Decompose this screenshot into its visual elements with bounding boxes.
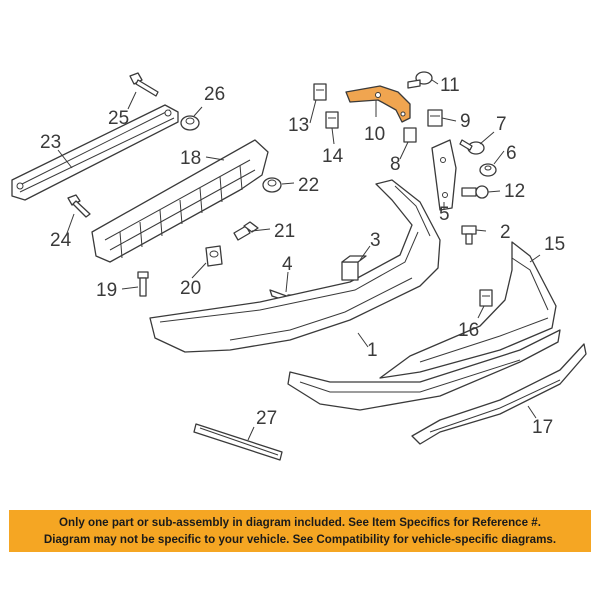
callout-2: 2	[500, 222, 511, 243]
bracket-part-10-highlighted	[346, 86, 410, 122]
clip-part-6	[480, 164, 496, 176]
clip-part-14	[326, 112, 338, 128]
callout-17: 17	[532, 417, 554, 438]
clip-part-16	[480, 290, 492, 306]
callout-26: 26	[204, 84, 226, 105]
callout-14: 14	[322, 146, 344, 167]
nut-part-26	[181, 116, 199, 130]
callout-4: 4	[282, 254, 293, 275]
callout-24: 24	[50, 230, 72, 251]
callout-1: 1	[367, 340, 378, 361]
callout-23: 23	[40, 132, 62, 153]
callout-27: 27	[256, 408, 278, 429]
callout-16: 16	[458, 320, 480, 341]
nut-part-22	[263, 178, 281, 192]
callout-3: 3	[370, 230, 381, 251]
clip-part-8	[404, 128, 416, 142]
callout-8: 8	[390, 154, 401, 175]
clip-part-13	[314, 84, 326, 100]
screw-part-7	[460, 140, 484, 154]
callout-19: 19	[96, 280, 118, 301]
callout-21: 21	[274, 221, 296, 242]
screw-part-2	[462, 226, 476, 244]
screw-part-11	[408, 72, 432, 88]
callout-10: 10	[364, 124, 386, 145]
callout-11: 11	[440, 75, 460, 96]
callout-13: 13	[288, 115, 310, 136]
callout-22: 22	[298, 175, 320, 196]
reinforcement-bar-part	[12, 105, 178, 200]
callout-9: 9	[460, 111, 471, 132]
stud-part-19	[138, 272, 148, 296]
disclaimer-line-2: Diagram may not be specific to your vehicle. See Compatibility for vehicle-specific diagrams.	[43, 533, 557, 546]
disclaimer-banner	[9, 510, 591, 552]
callout-18: 18	[180, 148, 202, 169]
callout-6: 6	[506, 143, 517, 164]
highlighted-bracket	[346, 86, 410, 122]
callout-15: 15	[544, 234, 566, 255]
disclaimer-line-1: Only one part or sub-assembly in diagram included. See Item Specifics for Reference #.	[59, 516, 541, 529]
callout-7: 7	[496, 114, 507, 135]
grommet-part-20	[206, 246, 222, 266]
molding-strip-part-27	[194, 424, 282, 460]
callout-5: 5	[439, 204, 450, 225]
bolt-part-25	[130, 73, 158, 96]
bolt-part-24	[68, 195, 90, 217]
screw-part-12	[462, 186, 488, 198]
clip-part-9	[428, 110, 442, 126]
callout-12: 12	[504, 181, 526, 202]
callout-25: 25	[108, 108, 130, 129]
side-bracket-part-5	[432, 140, 456, 210]
callout-20: 20	[180, 278, 202, 299]
